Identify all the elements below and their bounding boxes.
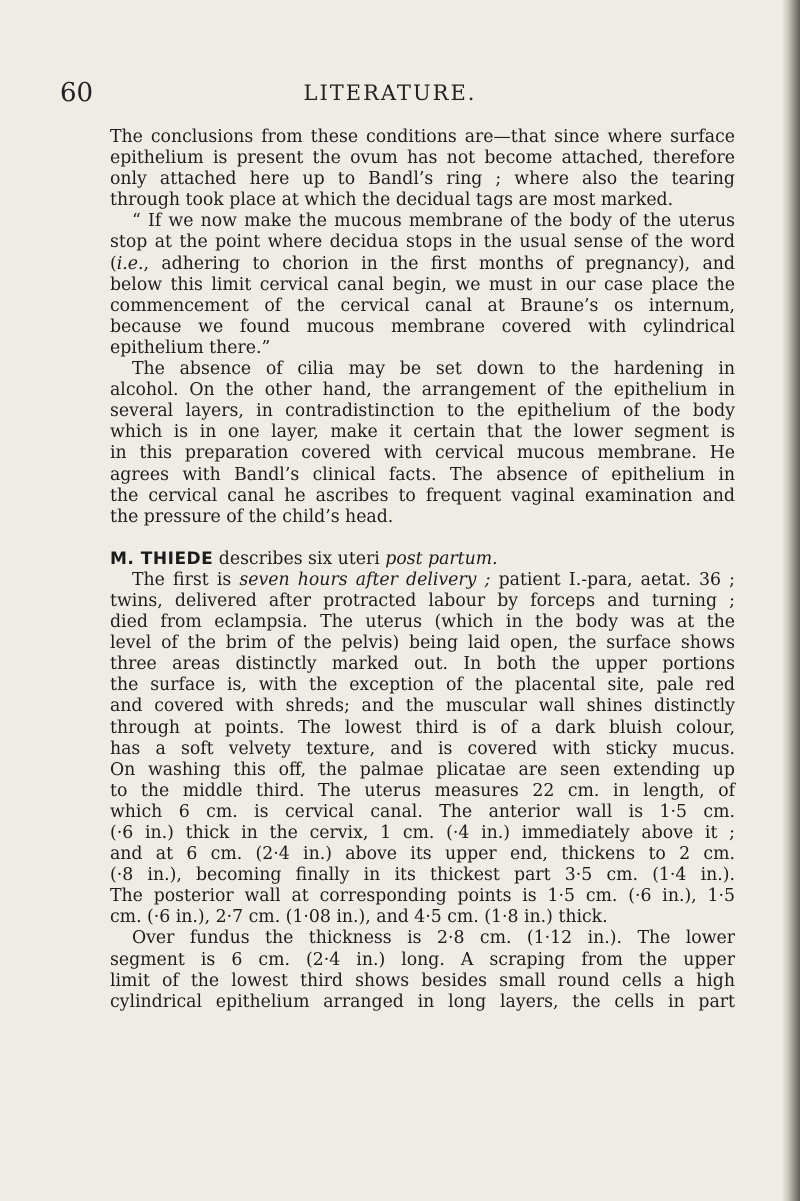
- text-line: alcohol. On the other hand, the arrangement of the epithelium in: [110, 380, 735, 401]
- page-header: [60, 78, 720, 110]
- text-line: has a soft velvety texture, and is covered with sticky mucus.: [110, 738, 735, 759]
- text-line: twins, delivered after protracted labour by forceps and turning ;: [110, 590, 735, 611]
- text-line: On washing this off, the palmae plicatae are seen extending up: [110, 759, 735, 780]
- text-line: three areas distinctly marked out. In both the upper portions: [110, 654, 735, 675]
- text-line: (i.e., adhering to chorion in the first months of pregnancy), and: [110, 253, 735, 274]
- text-line: agrees with Bandl’s clinical facts. The absence of epithelium in: [110, 464, 735, 485]
- text-line: limit of the lowest third shows besides small round cells a high: [110, 970, 735, 991]
- text-line: cylindrical epithelium arranged in long layers, the cells in part: [110, 991, 735, 1012]
- paragraph-gap: [110, 528, 735, 549]
- author-name: M. THIEDE: [110, 548, 214, 569]
- body-text: [110, 127, 735, 1013]
- text-line: several layers, in contradistinction to the epithelium of the body: [110, 401, 735, 422]
- text-line: through took place at which the decidual tags are most marked.: [110, 190, 674, 211]
- text-line: through at points. The lowest third is of a dark bluish colour,: [110, 717, 735, 738]
- text-line: epithelium there.”: [110, 337, 271, 358]
- text-line: below this limit cervical canal begin, we must in our case place the: [110, 274, 735, 295]
- page-number: 60: [60, 78, 94, 108]
- text-line: segment is 6 cm. (2·4 in.) long. A scraping from the upper: [110, 949, 735, 970]
- text-line: commencement of the cervical canal at Braune’s os internum,: [110, 295, 735, 316]
- text-line: the surface is, with the exception of the placental site, pale red: [110, 675, 735, 696]
- text-line: (·6 in.) thick in the cervix, 1 cm. (·4 in.) immediately above it ;: [110, 823, 735, 843]
- text-line: epithelium is present the ovum has not become attached, therefore: [110, 148, 735, 169]
- text-line: because we found mucous membrane covered with cylindrical: [110, 316, 735, 337]
- text-line: cm. (·6 in.), 2·7 cm. (1·08 in.), and 4·5 cm. (1·8 in.) thick.: [110, 907, 608, 928]
- text-line: (·8 in.), becoming finally in its thickest part 3·5 cm. (1·4 in.).: [110, 865, 735, 886]
- text-line: The conclusions from these conditions are—that since where surface: [110, 127, 735, 147]
- text-line: The posterior wall at corresponding points is 1·5 cm. (·6 in.), 1·5: [110, 886, 735, 907]
- text-line: The absence of cilia may be set down to the hardening in: [132, 359, 735, 380]
- text-line: “ If we now make the mucous membrane of the body of the uterus: [132, 211, 735, 232]
- text-line: The first is seven hours after delivery ; patient I.-para, aetat. 36 ;: [132, 569, 736, 590]
- text-line: Over fundus the thickness is 2·8 cm. (1·12 in.). The lower: [132, 928, 735, 949]
- text-line: and covered with shreds; and the muscular wall shines distinctly: [110, 696, 735, 717]
- text-line: the pressure of the child’s head.: [110, 506, 394, 527]
- text-line: which 6 cm. is cervical canal. The anterior wall is 1·5 cm.: [110, 801, 735, 822]
- text-line: level of the brim of the pelvis) being laid open, the surface shows: [110, 633, 735, 654]
- text-line: which is in one layer, make it certain that the lower segment is: [110, 422, 735, 443]
- text-line: to the middle third. The uterus measures 22 cm. in length, of: [110, 780, 735, 801]
- running-title: LITERATURE.: [303, 81, 477, 105]
- text-line: only attached here up to Bandl’s ring ; where also the tearing: [110, 169, 735, 190]
- text-line: stop at the point where decidua stops in the usual sense of the word: [110, 232, 735, 253]
- text-line: and at 6 cm. (2·4 in.) above its upper end, thickens to 2 cm.: [110, 844, 735, 865]
- text-line: M. THIEDE describes six uteri post partum.: [110, 548, 498, 569]
- text-line: in this preparation covered with cervical mucous membrane. He: [110, 443, 735, 464]
- page-edge: [782, 0, 800, 1201]
- text-line: died from eclampsia. The uterus (which in the body was at the: [110, 612, 735, 633]
- text-line: the cervical canal he ascribes to frequent vaginal examination and: [110, 485, 735, 506]
